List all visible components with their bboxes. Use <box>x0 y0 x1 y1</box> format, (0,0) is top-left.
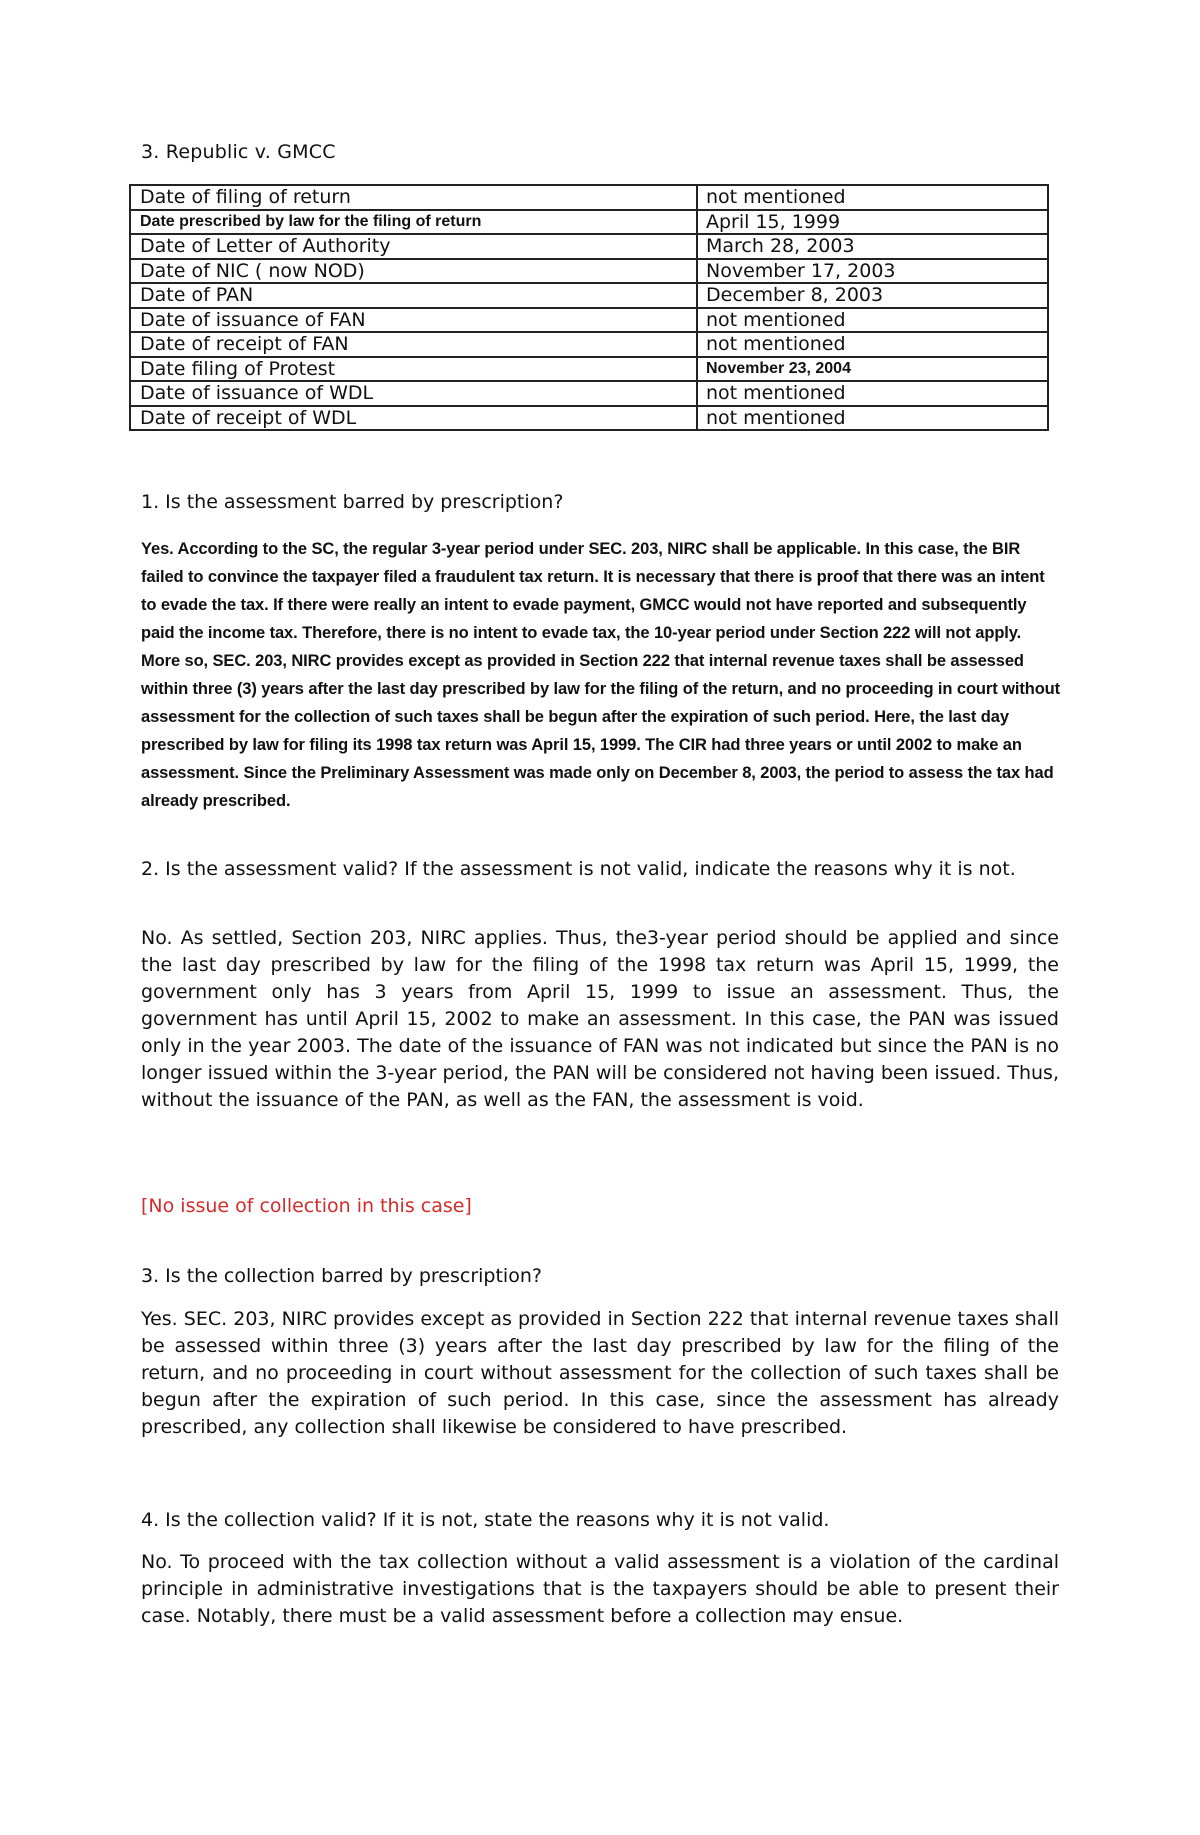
question-3: 3. Is the collection barred by prescription? <box>141 1265 542 1287</box>
dates-table <box>129 184 1049 431</box>
answer-3: Yes. SEC. 203, NIRC provides except as provided in Section 222 that internal revenue taxes shall be assessed within three (3) years after the last day prescribed by law for the filing of the return, and no proceeding in court without assessment for the collection of such taxes shall be begun after the expiration of such period. In this case, since the assessment has already prescribed, any collection shall likewise be considered to have prescribed. <box>141 1308 1059 1438</box>
row-value: not mentioned <box>697 381 1048 406</box>
answer-1: Yes. According to the SC, the regular 3-year period under SEC. 203, NIRC shall be applicable. In this case, the BIR failed to convince the taxpayer filed a fraudulent tax return. It is necessary that there is proof that there was an intent to evade the tax. If there were really an intent to evade payment, GMCC would not have reported and subsequently paid the income tax. Therefore, there is no intent to evade tax, the 10-year period under Section 222 will not apply. More so, SEC. 203, NIRC provides except as provided in Section 222 that internal revenue taxes shall be assessed within three (3) years after the last day prescribed by law for the filing of the return, and no proceeding in court without assessment for the collection of such taxes shall be begun after the expiration of such period. Here, the last day prescribed by law for filing its 1998 tax return was April 15, 1999. The CIR had three years or until 2002 to make an assessment. Since the Preliminary Assessment was made only on December 8, 2003, the period to assess the tax had already prescribed. <box>141 540 1061 810</box>
table-row <box>130 283 1048 308</box>
row-value: December 8, 2003 <box>697 283 1048 308</box>
table-row <box>130 234 1048 259</box>
row-value: not mentioned <box>697 406 1048 431</box>
row-label: Date of Letter of Authority <box>130 234 697 259</box>
note-no-collection-issue: [No issue of collection in this case] <box>141 1195 472 1217</box>
case-title: 3. Republic v. GMCC <box>141 141 336 163</box>
row-value: not mentioned <box>697 308 1048 333</box>
table-row <box>130 332 1048 357</box>
row-label: Date of issuance of FAN <box>130 308 697 333</box>
table-row <box>130 185 1048 210</box>
row-label: Date of receipt of WDL <box>130 406 697 431</box>
table-row <box>130 259 1048 284</box>
question-2: 2. Is the assessment valid? If the assessment is not valid, indicate the reasons why it is not. <box>141 858 1016 880</box>
row-label: Date prescribed by law for the filing of return <box>130 210 697 235</box>
table-row <box>130 381 1048 406</box>
table-row <box>130 210 1048 235</box>
table-row <box>130 308 1048 333</box>
answer-2: No. As settled, Section 203, NIRC applies. Thus, the3-year period should be applied and since the last day prescribed by law for the filing of the 1998 tax return was April 15, 1999, the government only has 3 years from April 15, 1999 to issue an assessment. Thus, the government has until April 15, 2002 to make an assessment. In this case, the PAN was issued only in the year 2003. The date of the issuance of FAN was not indicated but since the PAN is no longer issued within the 3-year period, the PAN will be considered not having been issued. Thus, without the issuance of the PAN, as well as the FAN, the assessment is void. <box>141 927 1059 1111</box>
table-row <box>130 357 1048 382</box>
row-value: April 15, 1999 <box>697 210 1048 235</box>
question-1: 1. Is the assessment barred by prescription? <box>141 491 564 513</box>
row-label: Date filing of Protest <box>130 357 697 382</box>
table-row <box>130 406 1048 431</box>
question-4: 4. Is the collection valid? If it is not, state the reasons why it is not valid. <box>141 1509 830 1531</box>
row-label: Date of issuance of WDL <box>130 381 697 406</box>
row-value: not mentioned <box>697 332 1048 357</box>
row-label: Date of PAN <box>130 283 697 308</box>
row-label: Date of receipt of FAN <box>130 332 697 357</box>
answer-4: No. To proceed with the tax collection without a valid assessment is a violation of the cardinal principle in administrative investigations that is the taxpayers should be able to present their case. Notably, there must be a valid assessment before a collection may ensue. <box>141 1551 1059 1627</box>
row-value: not mentioned <box>697 185 1048 210</box>
row-label: Date of NIC ( now NOD) <box>130 259 697 284</box>
row-label: Date of filing of return <box>130 185 697 210</box>
row-value: November 23, 2004 <box>697 357 1048 382</box>
row-value: November 17, 2003 <box>697 259 1048 284</box>
row-value: March 28, 2003 <box>697 234 1048 259</box>
